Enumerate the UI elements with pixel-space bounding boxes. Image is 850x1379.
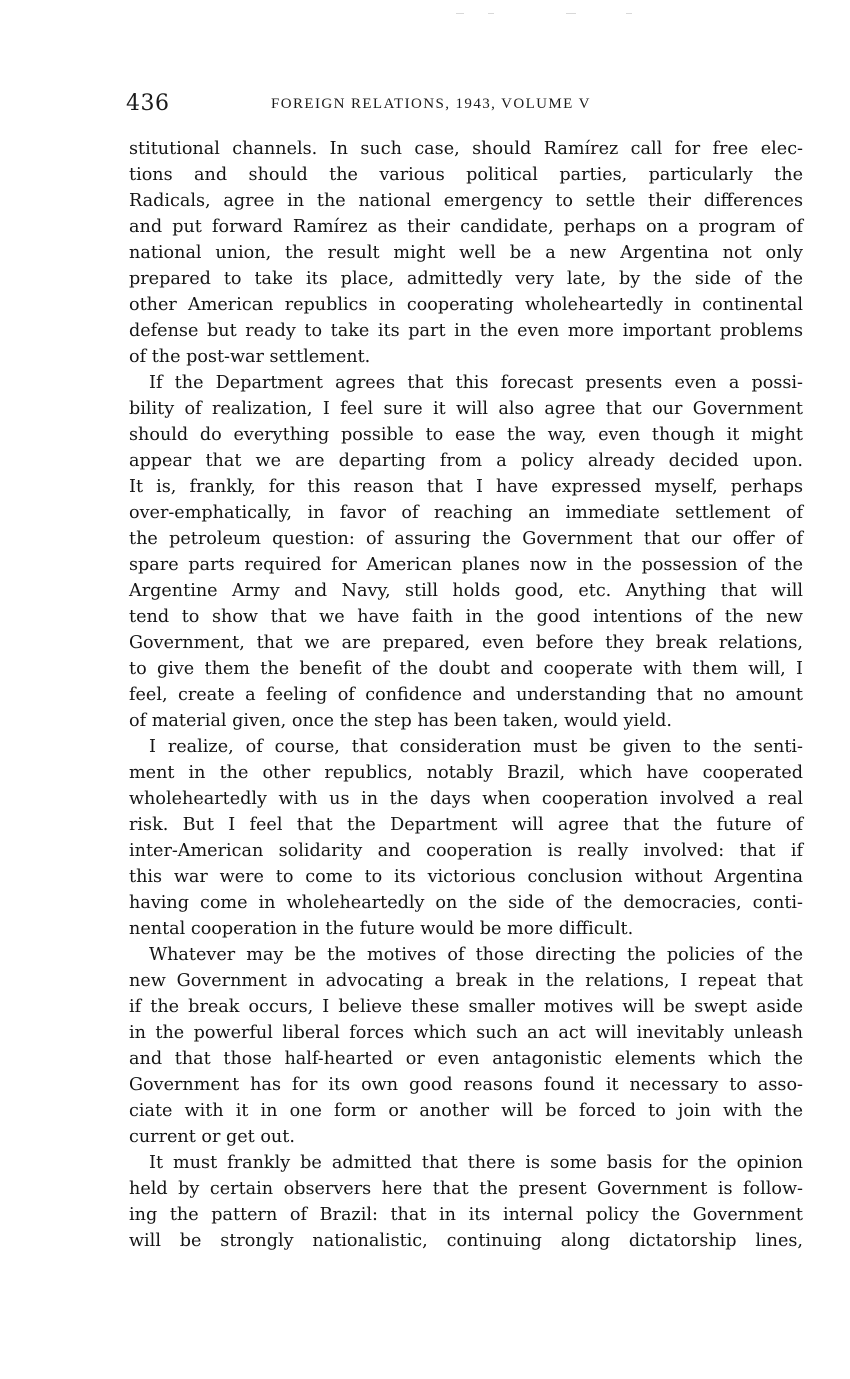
text-line: current or get out. (129, 1127, 295, 1147)
text-line: Government has for its own good reasons found it necessary to asso- (129, 1075, 803, 1095)
text-line: ment in the other republics, notably Brazil, which have cooperated (129, 763, 803, 783)
scan-artifact (456, 13, 464, 14)
text-line: Argentine Army and Navy, still holds good, etc. Anything that will (129, 581, 803, 601)
text-line: Government, that we are prepared, even before they break relations, (129, 633, 803, 653)
text-line: held by certain observers here that the present Government is follow- (129, 1179, 803, 1199)
text-line: nental cooperation in the future would be more difficult. (129, 919, 634, 939)
scan-artifact (626, 13, 632, 14)
text-line: prepared to take its place, admittedly very late, by the side of the (129, 269, 803, 289)
text-line: spare parts required for American planes now in the possession of the (129, 555, 803, 575)
text-line: defense but ready to take its part in the even more important problems (129, 321, 803, 341)
text-line: and put forward Ramírez as their candidate, perhaps on a program of (129, 217, 803, 237)
text-line: ciate with it in one form or another will be forced to join with the (129, 1101, 803, 1121)
text-line: risk. But I feel that the Department will agree that the future of (129, 815, 803, 835)
text-line: in the powerful liberal forces which such an act will inevitably unleash (129, 1023, 803, 1043)
text-line: bility of realization, I feel sure it will also agree that our Government (129, 399, 803, 419)
text-line: tions and should the various political parties, particularly the (129, 165, 803, 185)
text-line: I realize, of course, that consideration must be given to the senti- (149, 737, 803, 757)
text-line: should do everything possible to ease the way, even though it might (129, 425, 803, 445)
text-line: ing the pattern of Brazil: that in its internal policy the Government (129, 1205, 803, 1225)
text-line: other American republics in cooperating wholeheartedly in continental (129, 295, 803, 315)
text-line: stitutional channels. In such case, should Ramírez call for free elec- (129, 139, 803, 159)
text-line: It is, frankly, for this reason that I have expressed myself, perhaps (129, 477, 803, 497)
text-line: tend to show that we have faith in the good intentions of the new (129, 607, 803, 627)
text-line: this war were to come to its victorious conclusion without Argentina (129, 867, 803, 887)
text-line: new Government in advocating a break in the relations, I repeat that (129, 971, 803, 991)
text-line: appear that we are departing from a policy already decided upon. (129, 451, 803, 471)
text-line: of the post-war settlement. (129, 347, 371, 367)
text-line: if the break occurs, I believe these smaller motives will be swept aside (129, 997, 803, 1017)
paragraph (129, 734, 803, 942)
page-number: 436 (126, 91, 170, 116)
text-line: the petroleum question: of assuring the Government that our offer of (129, 529, 803, 549)
page-header (126, 91, 804, 121)
text-line: If the Department agrees that this forecast presents even a possi- (149, 373, 803, 393)
running-head: FOREIGN RELATIONS, 1943, VOLUME V (271, 96, 591, 112)
text-line: Radicals, agree in the national emergency to settle their differences (129, 191, 803, 211)
text-line: wholeheartedly with us in the days when cooperation involved a real (129, 789, 803, 809)
text-line: over-emphatically, in favor of reaching an immediate settlement of (129, 503, 803, 523)
text-line: and that those half-hearted or even antagonistic elements which the (129, 1049, 803, 1069)
scan-artifact (566, 13, 576, 14)
paragraph (129, 370, 803, 734)
text-line: feel, create a feeling of confidence and understanding that no amount (129, 685, 803, 705)
text-line: It must frankly be admitted that there is some basis for the opinion (149, 1153, 803, 1173)
paragraph (129, 136, 803, 370)
text-line: Whatever may be the motives of those directing the policies of the (149, 945, 803, 965)
paragraph (129, 942, 803, 1150)
text-line: having come in wholeheartedly on the side of the democracies, conti- (129, 893, 803, 913)
text-line: inter-American solidarity and cooperation is really involved: that if (129, 841, 803, 861)
text-line: national union, the result might well be a new Argentina not only (129, 243, 803, 263)
text-line: of material given, once the step has been taken, would yield. (129, 711, 672, 731)
body-text (129, 136, 803, 1254)
text-line: will be strongly nationalistic, continuing along dictatorship lines, (129, 1231, 803, 1251)
paragraph (129, 1150, 803, 1254)
text-line: to give them the benefit of the doubt and cooperate with them will, I (129, 659, 803, 679)
scan-artifact (488, 13, 494, 14)
